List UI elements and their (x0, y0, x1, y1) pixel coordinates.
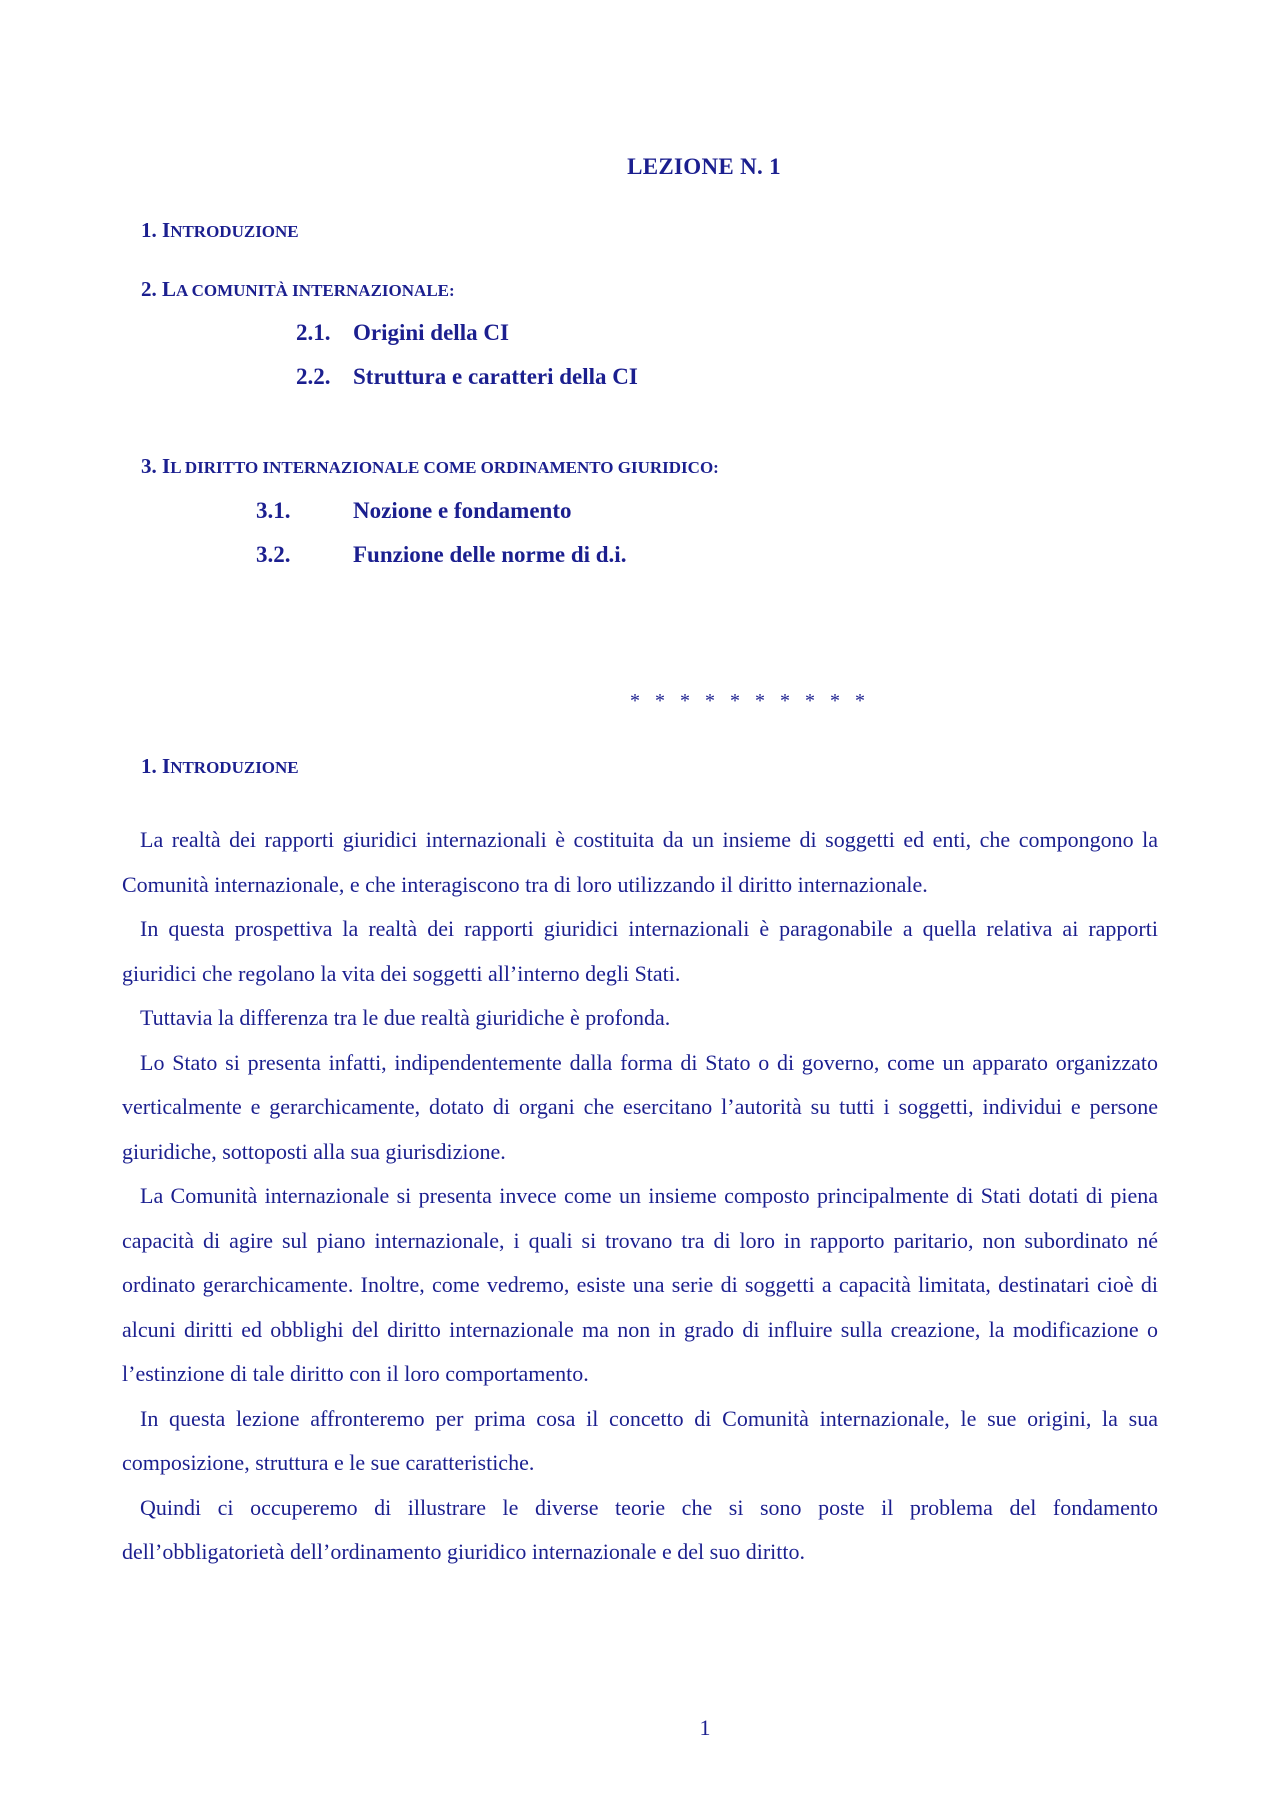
intro-heading-rest: NTRODUZIONE (170, 758, 299, 777)
paragraph-6: In questa lezione affronteremo per prima cosa il concetto di Comunità internazionale, le sue origini, la sua composizione, struttura e le sue caratteristiche. (122, 1405, 1158, 1475)
paragraph-7: Quindi ci occuperemo di illustrare le diverse teorie che si sono poste il problema del fondamento dell’obbligatorietà dell’ordinamento giuridico internazionale e del suo diritto. (122, 1494, 1158, 1564)
toc-section-3-initial: I (162, 454, 171, 478)
toc-section-2-rest: A COMUNITÀ INTERNAZIONALE: (176, 281, 455, 300)
paragraph-3: Tuttavia la differenza tra le due realtà giuridiche è profonda. (140, 1005, 671, 1030)
toc-section-2-initial: L (162, 277, 177, 301)
toc-subsection-2-1-number: 2.1. (296, 320, 331, 345)
toc-section-3-number: 3. (141, 454, 162, 478)
toc-subsection-3-1-label: Nozione e fondamento (353, 498, 572, 523)
toc-section-1-rest: NTRODUZIONE (170, 222, 299, 241)
paragraph-2: In questa prospettiva la realtà dei rapporti giuridici internazionali è paragonabile a quella relativa ai rapporti giuridici che regolano la vita dei soggetti all’interno degli Stati. (122, 916, 1158, 986)
toc-section-2-number: 2. (141, 277, 162, 301)
paragraph-4: Lo Stato si presenta infatti, indipendentemente dalla forma di Stato o di governo, come un apparato organizzato verticalmente e gerarchicamente, dotato di organi che esercitano l’autorità su tutti i soggetti, individui e persone giuridiche, sottoposti alla sua giurisdizione. (122, 1049, 1158, 1164)
toc-subsection-2-1 (296, 320, 509, 346)
toc-section-2 (141, 277, 455, 302)
lesson-title: LEZIONE N. 1 (627, 154, 781, 179)
toc-subsection-3-1-number: 3.1. (256, 498, 291, 523)
toc-subsection-3-1 (256, 498, 571, 524)
section-separator: * * * * * * * * * * (630, 690, 870, 712)
toc-section-1-number: 1. (141, 218, 162, 242)
toc-subsection-2-2-number: 2.2. (296, 364, 331, 389)
page-number: 1 (699, 1715, 711, 1740)
toc-subsection-3-2-label: Funzione delle norme di d.i. (353, 542, 627, 567)
toc-section-3-rest: L DIRITTO INTERNAZIONALE COME ORDINAMENTO GIURIDICO: (170, 458, 719, 477)
intro-heading-number: 1. (141, 754, 162, 778)
intro-body (122, 818, 1158, 1575)
paragraph-5: La Comunità internazionale si presenta invece come un insieme composto principalmente di Stati dotati di piena capacità di agire sul piano internazionale, i quali si trovano tra di loro in rapporto paritario, non subordinato né ordinato gerarchicamente. Inoltre, come vedremo, esiste una serie di soggetti a capacità limitata, destinatari cioè di alcuni diritti ed obblighi del diritto internazionale ma non in grado di influire sulla creazione, la modificazione o l’estinzione di tale diritto con il loro comportamento. (122, 1183, 1158, 1386)
toc-subsection-2-2 (296, 364, 638, 390)
toc-subsection-3-2 (256, 542, 626, 568)
toc-subsection-3-2-number: 3.2. (256, 542, 291, 567)
intro-heading-initial: I (162, 754, 171, 778)
toc-section-1-initial: I (162, 218, 171, 242)
toc-section-3 (141, 454, 719, 479)
toc-subsection-2-1-label: Origini della CI (353, 320, 509, 345)
paragraph-1: La realtà dei rapporti giuridici internazionali è costituita da un insieme di soggetti ed enti, che compongono la Comunità internazionale, e che interagiscono tra di loro utilizzando il diritto internazionale. (122, 827, 1158, 897)
toc-section-1 (141, 218, 299, 243)
intro-heading (141, 754, 299, 779)
toc-subsection-2-2-label: Struttura e caratteri della CI (353, 364, 638, 389)
